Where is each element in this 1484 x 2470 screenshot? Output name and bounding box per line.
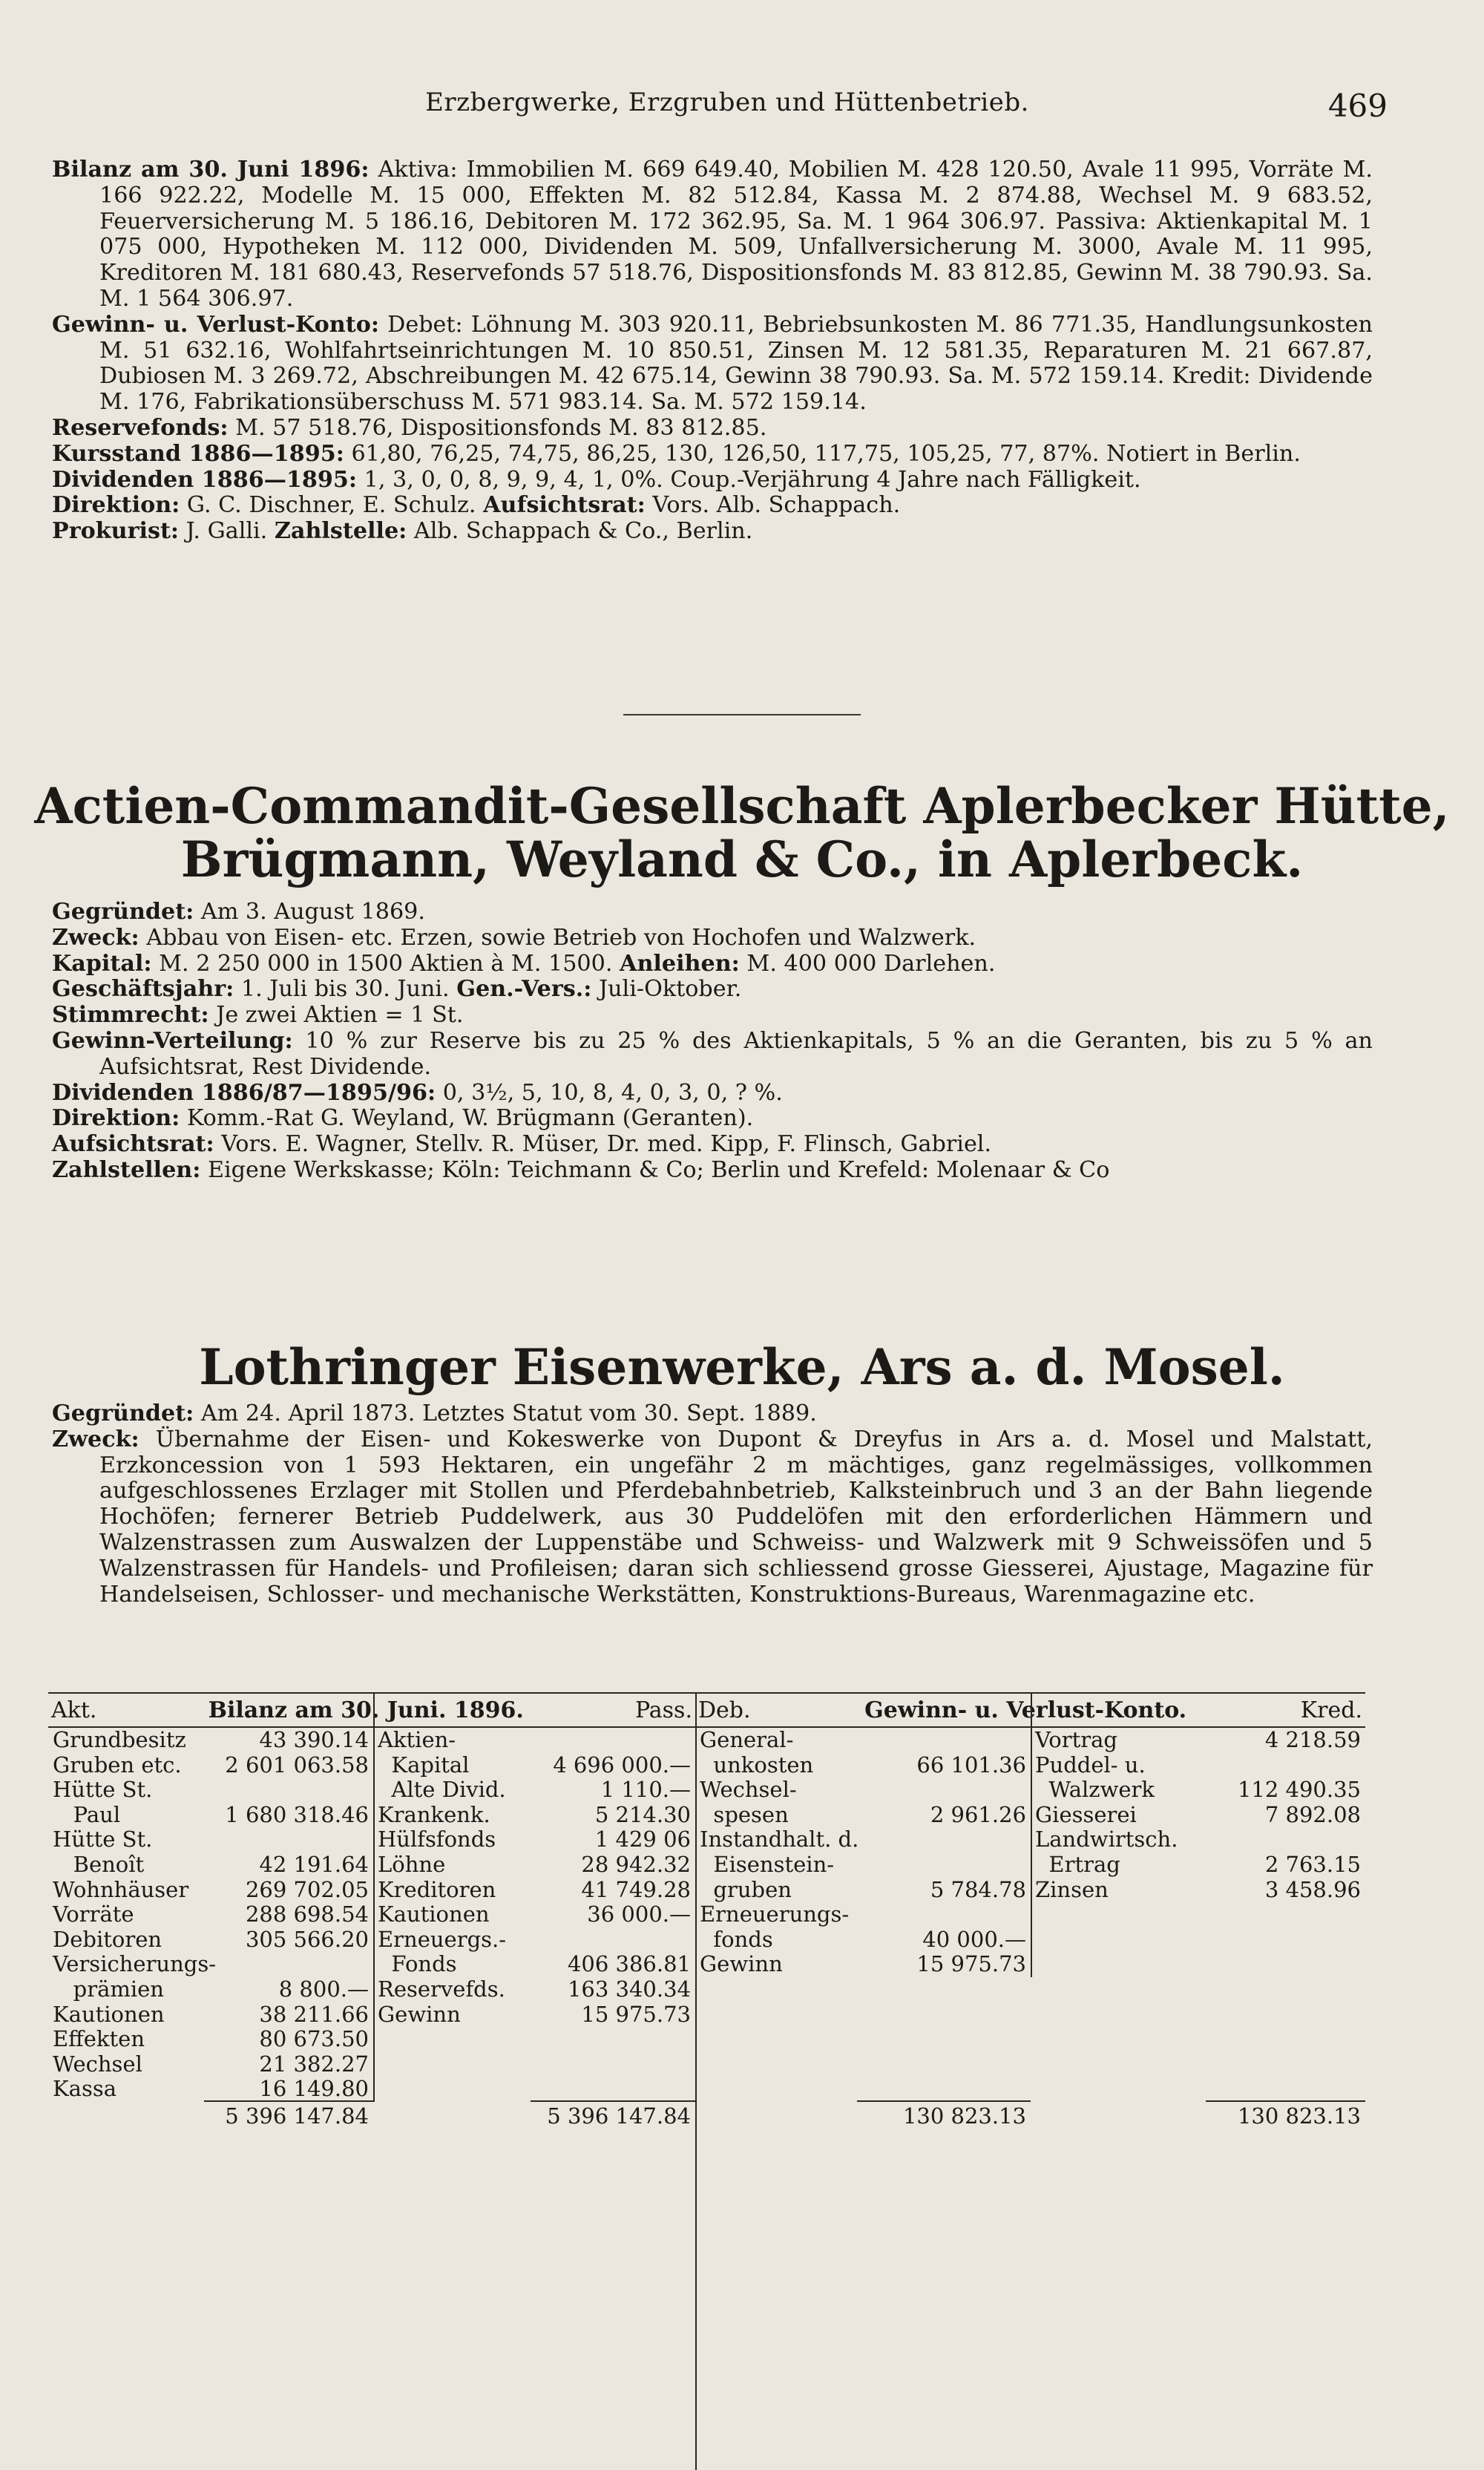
entry-label: Gegründet: bbox=[52, 899, 194, 925]
passiva-column bbox=[373, 1728, 695, 2102]
entry-dividenden bbox=[52, 468, 1373, 494]
entry-text: J. Galli. bbox=[179, 518, 275, 545]
table-row bbox=[1031, 1878, 1365, 1903]
row-label: prämien bbox=[53, 1976, 164, 2002]
row-label: Aktien- bbox=[378, 1727, 456, 1752]
entry-label: Zweck: bbox=[52, 1426, 139, 1452]
entry-label: Prokurist: bbox=[52, 518, 180, 545]
table-row bbox=[373, 1778, 695, 1803]
row-label: Ertrag bbox=[1035, 1851, 1120, 1877]
row-label: Benoît bbox=[53, 1851, 145, 1877]
table-row bbox=[48, 1878, 373, 1903]
row-label: Zinsen bbox=[1035, 1876, 1109, 1902]
row-label: Eisenstein- bbox=[700, 1851, 835, 1877]
entry-label: Gewinn- u. Verlust-Konto: bbox=[52, 311, 379, 338]
table-row bbox=[48, 1902, 373, 1927]
row-amount: 15 975.73 bbox=[581, 2001, 691, 2027]
table-row bbox=[695, 1878, 1031, 1903]
table-row bbox=[1031, 1753, 1365, 1778]
entry-text: 10 % zur Reserve bis zu 25 % des Aktienkapitals, 5 % an die Geranten, bis zu 5 % an Aufsichtsrat, Rest Dividende. bbox=[99, 1027, 1373, 1080]
debet-column bbox=[695, 1728, 1031, 1977]
table-row bbox=[373, 1803, 695, 1828]
table-row bbox=[373, 1753, 695, 1778]
table-row bbox=[373, 1952, 695, 1977]
column-rule bbox=[1031, 1694, 1032, 1977]
entry-text: Vors. Alb. Schappach. bbox=[645, 492, 901, 519]
entry-text: Am 3. August 1869. bbox=[194, 899, 425, 925]
table-row bbox=[48, 2052, 373, 2077]
table-row bbox=[48, 1753, 373, 1778]
row-amount bbox=[1361, 1753, 1365, 1778]
row-amount: 41 749.28 bbox=[581, 1876, 691, 1902]
row-amount: 288 698.54 bbox=[245, 1901, 369, 1927]
entry-label: Anleihen: bbox=[620, 950, 740, 977]
entry-text: Je zwei Aktien = 1 St. bbox=[209, 1002, 464, 1029]
row-amount: 2 601 063.58 bbox=[225, 1752, 369, 1778]
entry-label: Direktion: bbox=[52, 492, 180, 519]
table-row bbox=[48, 2077, 373, 2102]
entry-label: Zahlstellen: bbox=[52, 1156, 201, 1183]
bilanz-body bbox=[48, 1726, 695, 2102]
entry-text: Debet: Löhnung M. 303 920.11, Bebriebsunkosten M. 86 771.35, Handlungsunkosten M. 51 632.16, Wohlfahrtseinrichtungen M. 10 850.51, Zinsen M. 12 581.35, Reparaturen M. 21 667.87, Dubiosen M. 3 269.72, Abschreibungen M. 42 675.14, Gewinn 38 790.93. Sa. M. 572 159.14. Kredit: Dividende M. 176, Fabrikationsüberschuss M. 571 983.14. Sa. M. 572 159.14. bbox=[99, 311, 1373, 416]
entry-label: Aufsichtsrat: bbox=[483, 492, 646, 519]
table-row bbox=[695, 1753, 1031, 1778]
entry-direktion bbox=[52, 493, 1373, 519]
entry-label: Zahlstelle: bbox=[274, 518, 407, 545]
table-row bbox=[48, 2027, 373, 2052]
row-label: Gewinn bbox=[378, 2001, 461, 2027]
entry-label: Gewinn-Verteilung: bbox=[52, 1027, 293, 1054]
table-row bbox=[1031, 1827, 1365, 1852]
row-label: Kassa bbox=[53, 2076, 117, 2102]
entry-label: Kursstand 1886—1895: bbox=[52, 440, 344, 467]
row-label: Reservefds. bbox=[378, 1976, 505, 2002]
row-amount: 112 490.35 bbox=[1237, 1777, 1361, 1803]
table-row bbox=[695, 1778, 1031, 1803]
row-label: Alte Divid. bbox=[378, 1777, 506, 1803]
row-amount: 38 211.66 bbox=[259, 2001, 369, 2027]
kred-label: Kred. bbox=[1300, 1697, 1362, 1723]
table-row bbox=[48, 1803, 373, 1828]
entry-aufsichtsrat bbox=[52, 1132, 1373, 1158]
row-amount: 1 680 318.46 bbox=[225, 1801, 369, 1827]
row-amount: 16 149.80 bbox=[259, 2076, 369, 2102]
entry-text: M. 2 250 000 in 1500 Aktien à M. 1500. bbox=[151, 950, 620, 977]
table-row bbox=[373, 1878, 695, 1903]
table-row bbox=[1031, 1803, 1365, 1828]
guv-table bbox=[695, 1692, 1365, 1977]
row-label: Kapital bbox=[378, 1752, 470, 1778]
entry-direktion bbox=[52, 1106, 1373, 1132]
entry-label: Bilanz am 30. Juni 1896: bbox=[52, 157, 370, 183]
row-label: Vortrag bbox=[1035, 1727, 1117, 1752]
kredit-column bbox=[1031, 1728, 1365, 1977]
row-label: Effekten bbox=[53, 2026, 145, 2052]
company-title-aplerbeck-line2: Brügmann, Weyland & Co., in Aplerbeck. bbox=[180, 831, 1304, 888]
row-amount: 36 000.— bbox=[587, 1901, 691, 1927]
entry-zahlstellen bbox=[52, 1158, 1373, 1184]
running-title: Erzbergwerke, Erzgruben und Hüttenbetrieb. bbox=[425, 88, 1029, 117]
entry-gegruendet bbox=[52, 900, 1373, 926]
row-amount: 15 975.73 bbox=[916, 1951, 1026, 1977]
entry-reservefonds bbox=[52, 416, 1373, 442]
row-amount: 66 101.36 bbox=[916, 1752, 1026, 1778]
row-label: Puddel- u. bbox=[1035, 1752, 1146, 1778]
row-label: Erneuergs.- bbox=[378, 1926, 507, 1952]
guv-body bbox=[695, 1726, 1365, 1977]
row-amount: 406 386.81 bbox=[567, 1951, 691, 1977]
continued-entries bbox=[52, 157, 1373, 545]
entry-text: M. 400 000 Darlehen. bbox=[739, 950, 996, 977]
running-header bbox=[0, 88, 1484, 132]
row-label: Wohnhäuser bbox=[53, 1876, 189, 1902]
table-row bbox=[1031, 1778, 1365, 1803]
table-row bbox=[373, 1977, 695, 2002]
row-label: Versicherungs- bbox=[53, 1951, 217, 1977]
row-label: Landwirtsch. bbox=[1035, 1827, 1178, 1852]
row-label: Gruben etc. bbox=[53, 1752, 182, 1778]
table-row bbox=[48, 1952, 373, 1977]
entry-label: Geschäftsjahr: bbox=[52, 976, 234, 1003]
deb-label: Deb. bbox=[698, 1697, 751, 1723]
row-label: Krankenk. bbox=[378, 1801, 490, 1827]
entry-label: Dividenden 1886—1895: bbox=[52, 466, 358, 493]
row-label: Debitoren bbox=[53, 1926, 162, 1952]
kredit-total: 130 823.13 bbox=[1206, 2100, 1365, 2129]
table-row bbox=[1031, 1852, 1365, 1878]
entry-text: Komm.-Rat G. Weyland, W. Brügmann (Geranten). bbox=[180, 1105, 754, 1132]
row-label: Hülfsfonds bbox=[378, 1827, 496, 1852]
column-rule bbox=[373, 1694, 375, 2102]
aktiva-total: 5 396 147.84 bbox=[204, 2100, 373, 2129]
row-label: Gewinn bbox=[700, 1951, 783, 1977]
entry-text: Vors. E. Wagner, Stellv. R. Müser, Dr. med. Kipp, F. Flinsch, Gabriel. bbox=[214, 1131, 992, 1158]
entry-gewinn-verlust bbox=[52, 312, 1373, 416]
entry-text: 0, 3½, 5, 10, 8, 4, 0, 3, 0, ? %. bbox=[436, 1079, 783, 1106]
entry-text: Alb. Schappach & Co., Berlin. bbox=[407, 518, 753, 545]
akt-label: Akt. bbox=[51, 1697, 97, 1723]
entry-stimmrecht bbox=[52, 1003, 1373, 1029]
row-label: Kreditoren bbox=[378, 1876, 496, 1902]
table-row bbox=[695, 1927, 1031, 1953]
company-title-lothringer: Lothringer Eisenwerke, Ars a. d. Mosel. bbox=[199, 1338, 1285, 1396]
entry-text: 61,80, 76,25, 74,75, 86,25, 130, 126,50, 117,75, 105,25, 77, 87%. Notiert in Berlin. bbox=[344, 440, 1301, 467]
entry-geschaeftsjahr bbox=[52, 977, 1373, 1003]
row-label: Erneuerungs- bbox=[700, 1901, 850, 1927]
row-amount: 1 110.— bbox=[600, 1777, 691, 1803]
row-label: Wechsel bbox=[53, 2051, 142, 2077]
entry-kursstand bbox=[52, 442, 1373, 468]
table-row bbox=[48, 1852, 373, 1878]
entry-zweck bbox=[52, 1427, 1373, 1608]
table-row bbox=[373, 1927, 695, 1953]
table-row bbox=[695, 1827, 1031, 1852]
passiva-total: 5 396 147.84 bbox=[531, 2100, 695, 2129]
entry-gegruendet bbox=[52, 1401, 1373, 1427]
table-row bbox=[695, 1728, 1031, 1753]
row-amount: 40 000.— bbox=[922, 1926, 1026, 1952]
entry-label: Zweck: bbox=[52, 924, 139, 951]
entry-text: G. C. Dischner, E. Schulz. bbox=[180, 492, 484, 519]
row-label: Kautionen bbox=[53, 2001, 165, 2027]
row-amount: 80 673.50 bbox=[259, 2026, 369, 2052]
entry-text: 1. Juli bis 30. Juni. bbox=[234, 976, 457, 1003]
page-number: 469 bbox=[1327, 88, 1388, 124]
row-label: Hütte St. bbox=[53, 1777, 153, 1803]
table-row bbox=[695, 1952, 1031, 1977]
entry-dividenden bbox=[52, 1081, 1373, 1107]
row-amount: 4 696 000.— bbox=[553, 1752, 691, 1778]
table-row bbox=[373, 2002, 695, 2028]
row-label: Paul bbox=[53, 1801, 121, 1827]
row-amount: 42 191.64 bbox=[259, 1851, 369, 1877]
entry-text: Übernahme der Eisen- und Kokeswerke von Dupont & Dreyfus in Ars a. d. Mosel und Malstatt, Erzkoncession von 1 593 Hektaren, ein ungefähr 2 m mächtiges, ganz regelmässiges, vollkommen aufgeschlossenes Erzlager mit Stollen und Pferdebahnbetrieb, Kalksteinbruch und 3 an der Bahn liegende Hochöfen; fernerer Betrieb Puddelwerk, aus 30 Puddelöfen mit den erforderlichen Hämmern und Walzenstrassen zum Auswalzen der Luppenstäbe und Schweiss- und Walzwerk mit 9 Schweissöfen und 5 Walzenstrassen für Handels- und Profileisen; daran sich schliessend grosse Giesserei, Ajustage, Magazine für Handelseisen, Schlosser- und mechanische Werkstätten, Konstruktions-Bureaus, Warenmagazine etc. bbox=[99, 1426, 1373, 1608]
row-label: Vorräte bbox=[53, 1901, 134, 1927]
row-amount: 4 218.59 bbox=[1264, 1727, 1361, 1752]
row-amount: 163 340.34 bbox=[567, 1976, 691, 2002]
debet-total: 130 823.13 bbox=[857, 2100, 1031, 2129]
row-label: Kautionen bbox=[378, 1901, 490, 1927]
row-label: General- bbox=[700, 1727, 794, 1752]
row-label: spesen bbox=[700, 1801, 789, 1827]
entry-zweck bbox=[52, 926, 1373, 951]
table-row bbox=[48, 1827, 373, 1852]
bilanz-title: Bilanz am 30. Juni. 1896. bbox=[208, 1697, 524, 1723]
row-amount bbox=[1361, 1827, 1365, 1852]
row-label: gruben bbox=[700, 1876, 792, 1902]
entry-text: Juli-Oktober. bbox=[591, 976, 742, 1003]
table-row bbox=[48, 1778, 373, 1803]
entry-label: Reservefonds: bbox=[52, 414, 229, 441]
company-lothringer-entries bbox=[52, 1401, 1373, 1608]
row-amount: 1 429 06 bbox=[594, 1827, 691, 1852]
entry-label: Direktion: bbox=[52, 1105, 180, 1132]
row-amount: 7 892.08 bbox=[1264, 1801, 1361, 1827]
entry-text: Eigene Werkskasse; Köln: Teichmann & Co; Berlin und Krefeld: Molenaar & Co bbox=[200, 1156, 1110, 1183]
row-amount: 2 763.15 bbox=[1264, 1851, 1361, 1877]
section-divider bbox=[623, 714, 861, 715]
row-label: unkosten bbox=[700, 1752, 814, 1778]
row-amount: 5 214.30 bbox=[594, 1801, 691, 1827]
row-label: Walzwerk bbox=[1035, 1777, 1155, 1803]
entry-prokurist bbox=[52, 519, 1373, 545]
row-amount: 269 702.05 bbox=[245, 1876, 369, 1902]
row-label: Grundbesitz bbox=[53, 1727, 186, 1752]
entry-label: Gegründet: bbox=[52, 1401, 194, 1426]
table-row bbox=[373, 1728, 695, 1753]
row-amount: 21 382.27 bbox=[259, 2051, 369, 2077]
bilanz-table bbox=[48, 1692, 695, 2102]
company-aplerbeck-entries bbox=[52, 900, 1373, 1184]
row-amount: 28 942.32 bbox=[581, 1851, 691, 1877]
guv-title: Gewinn- u. Verlust-Konto. bbox=[864, 1697, 1187, 1723]
table-row bbox=[695, 1852, 1031, 1878]
table-row bbox=[373, 1902, 695, 1927]
table-row bbox=[48, 1927, 373, 1953]
entry-label: Dividenden 1886/87—1895/96: bbox=[52, 1079, 436, 1106]
table-row bbox=[695, 1803, 1031, 1828]
row-amount: 305 566.20 bbox=[245, 1926, 369, 1952]
row-label: Wechsel- bbox=[700, 1777, 797, 1803]
pass-label: Pass. bbox=[634, 1697, 692, 1723]
row-label: Giesserei bbox=[1035, 1801, 1137, 1827]
row-amount: 5 784.78 bbox=[930, 1876, 1026, 1902]
entry-text: 1, 3, 0, 0, 8, 9, 9, 4, 1, 0%. Coup.-Verjährung 4 Jahre nach Fälligkeit. bbox=[357, 466, 1141, 493]
aktiva-column bbox=[48, 1728, 373, 2102]
table-row bbox=[373, 1852, 695, 1878]
entry-kapital bbox=[52, 951, 1373, 977]
table-row bbox=[1031, 1728, 1365, 1753]
row-amount: 3 458.96 bbox=[1264, 1876, 1361, 1902]
entry-label: Gen.-Vers.: bbox=[456, 976, 592, 1003]
row-label: Instandhalt. d. bbox=[700, 1827, 859, 1852]
entry-text: Abbau von Eisen- etc. Erzen, sowie Betrieb von Hochofen und Walzwerk. bbox=[139, 924, 976, 951]
entry-label: Kapital: bbox=[52, 950, 152, 977]
row-amount: 43 390.14 bbox=[259, 1727, 369, 1752]
row-amount: 8 800.— bbox=[278, 1976, 369, 2002]
table-row bbox=[48, 1728, 373, 1753]
company-title-aplerbeck-line1: Actien-Commandit-Gesellschaft Aplerbecker Hütte, bbox=[34, 777, 1450, 835]
entry-bilanz bbox=[52, 157, 1373, 312]
entry-label: Stimmrecht: bbox=[52, 1002, 209, 1029]
table-row bbox=[48, 2002, 373, 2028]
entry-text: Am 24. April 1873. Letztes Statut vom 30. Sept. 1889. bbox=[194, 1401, 817, 1426]
row-label: Fonds bbox=[378, 1951, 457, 1977]
row-label: Löhne bbox=[378, 1851, 446, 1877]
row-label: Hütte St. bbox=[53, 1827, 153, 1852]
table-row bbox=[48, 1977, 373, 2002]
row-amount: 2 961.26 bbox=[930, 1801, 1026, 1827]
entry-label: Aufsichtsrat: bbox=[52, 1131, 214, 1158]
entry-text: Aktiva: Immobilien M. 669 649.40, Mobilien M. 428 120.50, Avale 11 995, Vorräte M. 166 922.22, Modelle M. 15 000, Effekten M. 82 512.84, Kassa M. 2 874.88, Wechsel M. 9 683.52, Feuerversicherung M. 5 186.16, Debitoren M. 172 362.95, Sa. M. 1 964 306.97. Passiva: Aktienkapital M. 1 075 000, Hypotheken M. 112 000, Dividenden M. 509, Unfallversicherung M. 3000, Avale M. 11 995, Kreditoren M. 181 680.43, Reservefonds 57 518.76, Dispositionsfonds M. 83 812.85, Gewinn M. 38 790.93. Sa. M. 1 564 306.97. bbox=[99, 157, 1373, 312]
row-label: fonds bbox=[700, 1926, 773, 1952]
table-row bbox=[695, 1902, 1031, 1927]
entry-text: M. 57 518.76, Dispositionsfonds M. 83 812.85. bbox=[228, 414, 767, 441]
bilanz-header bbox=[48, 1694, 695, 1726]
table-row bbox=[373, 1827, 695, 1852]
entry-gewinn-verteilung bbox=[52, 1029, 1373, 1081]
